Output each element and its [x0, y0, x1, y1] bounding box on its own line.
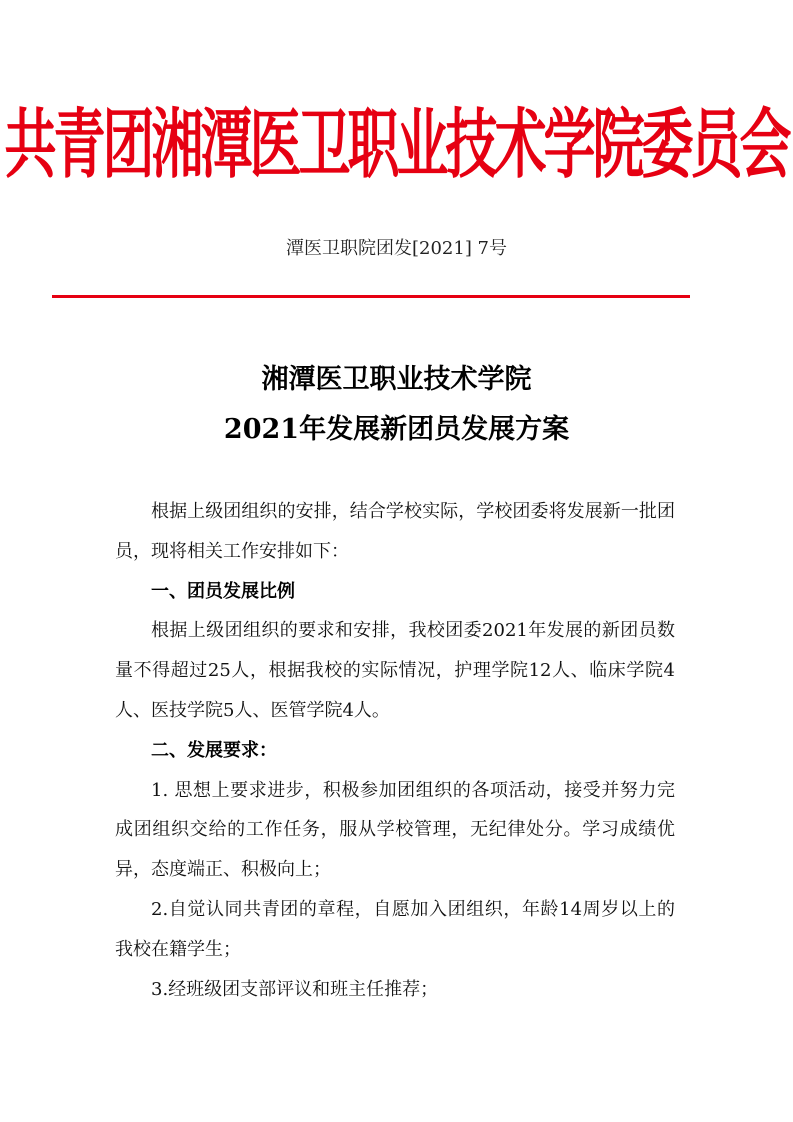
document-title-line-1: 湘潭医卫职业技术学院 [261, 364, 532, 395]
red-masthead-title: 共青团湘潭医卫职业技术学院委员会 [4, 102, 789, 190]
document-body [115, 492, 675, 1009]
section-heading-ratio: 一、团员发展比例 [151, 580, 295, 602]
red-divider-line [52, 295, 690, 298]
requirement-item-1: 1. 思想上要求进步，积极参加团组织的各项活动，接受并努力完成团组织交给的工作任务，服从学校管理，无纪律处分。学习成绩优异，态度端正、积极向上； [115, 779, 675, 881]
intro-paragraph: 根据上级团组织的安排，结合学校实际，学校团委将发展新一批团员，现将相关工作安排如下： [115, 501, 675, 562]
requirement-item-2: 2.自觉认同共青团的章程，自愿加入团组织，年龄14周岁以上的我校在籍学生； [115, 898, 675, 960]
section-heading-requirements: 二、发展要求： [151, 739, 277, 761]
ratio-paragraph: 根据上级团组织的要求和安排，我校团委2021年发展的新团员数量不得超过25人，根据我校的实际情况，护理学院12人、临床学院4人、医技学院5人、医管学院4人。 [115, 620, 675, 721]
document-number: 潭医卫职院团发[2021] 7号 [285, 238, 508, 259]
document-title-line-2: 2021年发展新团员发展方案 [223, 414, 570, 445]
requirement-item-3: 3.经班级团支部评议和班主任推荐； [151, 978, 439, 1000]
